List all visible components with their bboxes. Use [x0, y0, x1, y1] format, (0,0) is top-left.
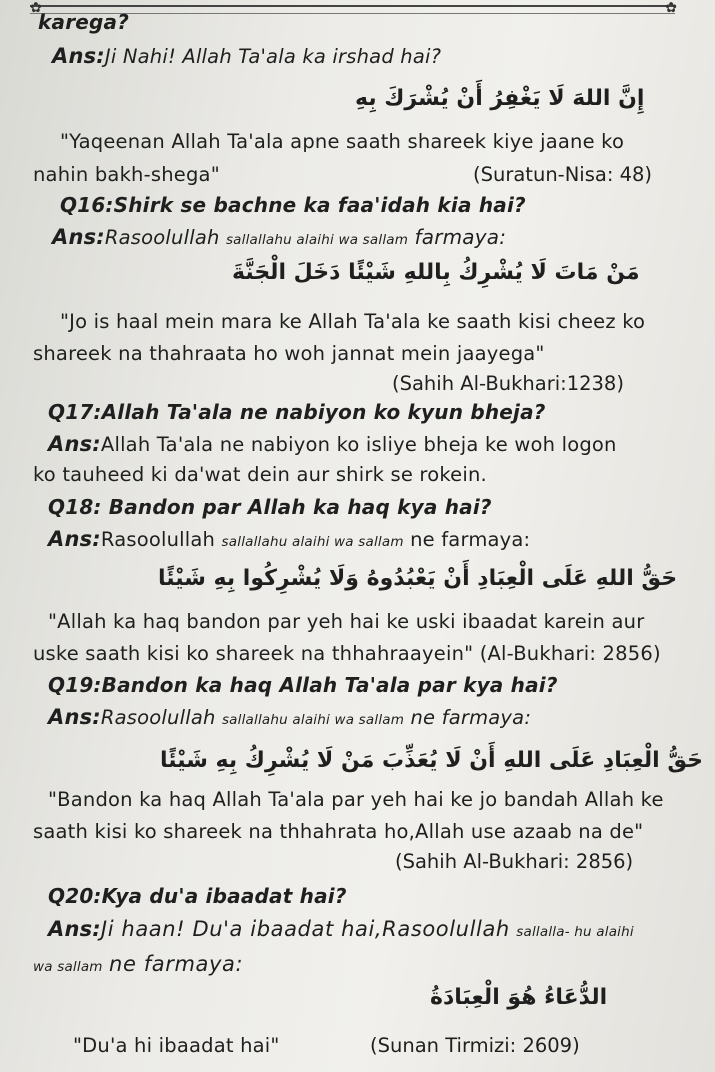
answer-line [48, 432, 617, 456]
arabic-verse: إِنَّ اللهَ لَا يَغْفِرُ أَنْ يُشْرَكَ بِهِ [355, 86, 645, 111]
question-heading: Q20:Kya du'a ibaadat hai? [48, 884, 347, 908]
answer-label: Ans: [48, 917, 101, 941]
reference: (Suratun-Nisa: 48) [473, 163, 653, 186]
continued-question-end: karega? [38, 10, 130, 34]
answer-line [48, 705, 531, 729]
reference: (Sunan Tirmizi: 2609) [370, 1034, 580, 1057]
question-heading: Q16:Shirk se bachne ka faa'idah kia hai? [60, 193, 526, 217]
answer-text: Allah Ta'ala ne nabiyon ko isliye bheja ke woh logon [100, 433, 617, 456]
arabic-hadith: حَقُّ اللهِ عَلَى الْعِبَادِ أَنْ يَعْبُدُوهُ وَلَا يُشْرِكُوا بِهِ شَيْئًا [158, 566, 678, 591]
translation-line: uske saath kisi ko shareek na thhahraayein" (Al-Bukhari: 2856) [33, 642, 661, 665]
answer-label: Ans: [52, 225, 105, 249]
translation-line: "Bandon ka haq Allah Ta'ala par yeh hai ke jo bandah Allah ke [48, 788, 664, 811]
translation-line: "Jo is haal mein mara ke Allah Ta'ala ke saath kisi cheez ko [60, 310, 646, 333]
reference: (Sahih Al-Bukhari: 2856) [395, 850, 634, 873]
answer-label: Ans: [48, 527, 101, 551]
honorific: wa sallam [33, 959, 103, 975]
answer-text: farmaya: [414, 225, 507, 249]
answer-text: Rasoolullah [100, 706, 216, 729]
answer-text: Ji Nahi! Allah Ta'ala ka irshad hai? [104, 45, 442, 68]
honorific: sallallahu alaihi wa sallam [221, 534, 404, 550]
arabic-hadith: حَقُّ الْعِبَادِ عَلَى اللهِ أَنْ لَا يُعَذِّبَ مَنْ لَا يُشْرِكُ بِهِ شَيْئًا [160, 748, 704, 773]
answer-line: ko tauheed ki da'wat dein aur shirk se rokein. [33, 463, 487, 486]
answer-text: ne farmaya: [410, 528, 531, 551]
answer-label: Ans: [52, 44, 105, 68]
answer-text: Rasoolullah [100, 528, 216, 551]
left-ornament: ✿ [30, 0, 42, 16]
question-heading: Q18: Bandon par Allah ka haq kya hai? [48, 495, 492, 519]
translation-line: "Allah ka haq bandon par yeh hai ke uski ibaadat karein aur [48, 610, 645, 633]
translation-line: "Yaqeenan Allah Ta'ala apne saath shareek kiye jaane ko [60, 130, 625, 153]
arabic-hadith: مَنْ مَاتَ لَا يُشْرِكُ بِاللهِ شَيْئًا دَخَلَ الْجَنَّةَ [232, 260, 640, 285]
right-ornament: ✿ [665, 0, 677, 16]
question-heading: Q19:Bandon ka haq Allah Ta'ala par kya hai? [48, 673, 558, 697]
translation-line: shareek na thahraata ho woh jannat mein jaayega" [33, 342, 545, 365]
translation-line: "Du'a hi ibaadat hai" [73, 1034, 280, 1057]
honorific: sallallahu alaihi wa sallam [225, 232, 409, 248]
translation-line: saath kisi ko shareek na thhahrata ho,Allah use azaab na de" [33, 820, 644, 843]
answer-text: Ji haan! Du'a ibaadat hai,Rasoolullah [100, 917, 510, 941]
question-heading: Q17:Allah Ta'ala ne nabiyon ko kyun bheja? [48, 400, 546, 424]
answer-text: ne farmaya: [410, 706, 532, 729]
translation-line: nahin bakh-shega" [33, 163, 220, 186]
answer-label: Ans: [48, 705, 101, 729]
honorific: sallallahu alaihi wa sallam [221, 712, 405, 728]
answer-line [52, 44, 441, 68]
arabic-hadith: الدُّعَاءُ هُوَ الْعِبَادَةُ [430, 985, 608, 1010]
reference: (Sahih Al-Bukhari:1238) [392, 372, 624, 395]
honorific: sallalla- hu alaihi [516, 924, 634, 940]
answer-line [33, 952, 243, 976]
answer-text: Rasoolullah [104, 226, 220, 249]
answer-line [52, 225, 506, 249]
answer-label: Ans: [48, 432, 101, 456]
answer-line [48, 917, 634, 941]
answer-line [48, 527, 530, 551]
answer-text: ne farmaya: [109, 952, 244, 976]
